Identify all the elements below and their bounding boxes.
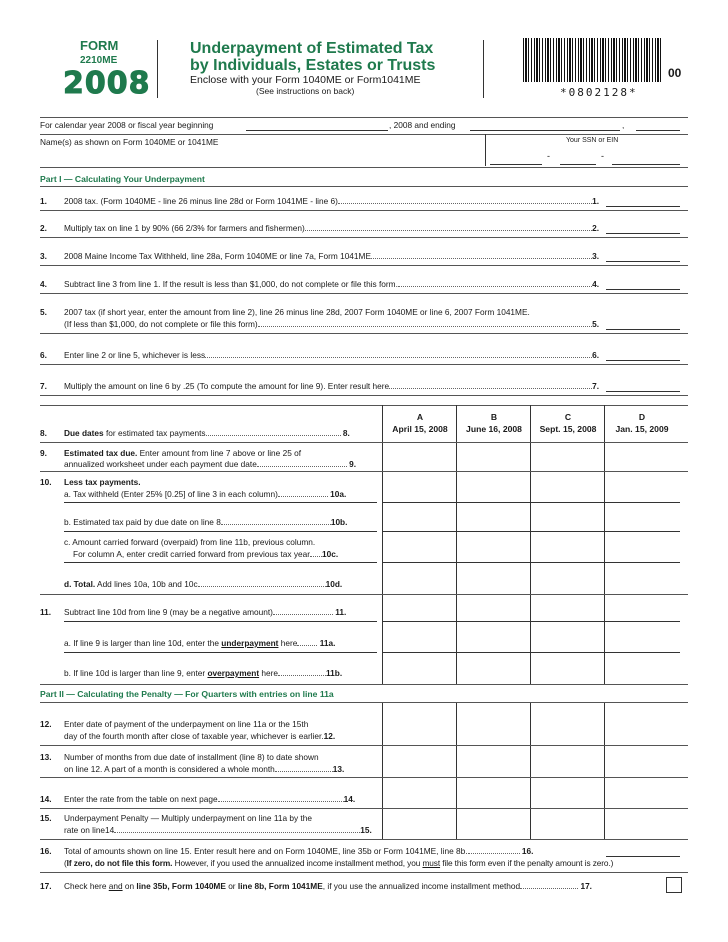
form-code: 2210ME	[80, 55, 118, 66]
column-divider	[604, 405, 605, 684]
part1-top-rule	[40, 167, 688, 168]
line-7-rule	[40, 395, 688, 396]
calendar-year-label: For calendar year 2008 or fiscal year beginning	[40, 120, 214, 130]
instructions-note: (See instructions on back)	[256, 86, 355, 96]
part1-heading-rule	[40, 186, 688, 187]
table-top-rule	[40, 405, 688, 406]
column-cell-rule	[382, 502, 680, 503]
ssn-dash1: -	[547, 151, 550, 161]
line11-rule	[64, 621, 377, 622]
column-divider	[456, 702, 457, 839]
column-cell-rule	[382, 562, 680, 563]
ssn-field-part2[interactable]	[560, 154, 596, 165]
line-2-amount-field[interactable]	[606, 223, 680, 234]
name-label: Name(s) as shown on Form 1040ME or 1041ME	[40, 137, 219, 147]
line-4-amount-field[interactable]	[606, 279, 680, 290]
column-letter-b: B	[490, 412, 498, 422]
line-1-amount-field[interactable]	[606, 196, 680, 207]
line10a-rule	[64, 502, 377, 503]
ssn-divider	[485, 134, 486, 166]
line9-rule	[40, 471, 688, 472]
and-ending-label: , 2008 and ending	[389, 120, 456, 130]
column-cell-rule	[382, 621, 680, 622]
identity-rule	[40, 134, 688, 135]
line-4-rule	[40, 293, 688, 294]
fiscal-year-begin-field[interactable]	[246, 120, 388, 131]
barcode-number: *0802128*	[560, 86, 638, 99]
form-title-line1: Underpayment of Estimated Tax	[190, 40, 434, 57]
part1-heading: Part I — Calculating Your Underpayment	[40, 174, 205, 184]
line-16-amount-field[interactable]	[606, 846, 680, 857]
line-6-rule	[40, 364, 688, 365]
fiscal-year-end-field[interactable]	[470, 120, 620, 131]
line15-rule	[40, 839, 688, 840]
column-letter-a: A	[416, 412, 424, 422]
barcode	[523, 38, 663, 82]
column-cell-rule	[382, 652, 680, 653]
column-divider	[382, 702, 383, 839]
form-year: 2008	[63, 66, 151, 101]
column-divider	[456, 405, 457, 684]
column-date-c: Sept. 15, 2008	[539, 424, 597, 434]
line11a-rule	[64, 652, 377, 653]
ssn-dash2: -	[601, 151, 604, 161]
header-divider-left	[157, 40, 158, 98]
line-3-rule	[40, 265, 688, 266]
column-cell-rule	[382, 531, 680, 532]
year-comma: ,	[622, 120, 625, 130]
line-5-rule	[40, 333, 688, 334]
form-subtitle: Enclose with your Form 1040ME or Form1041ME	[190, 74, 421, 86]
line-6-amount-field[interactable]	[606, 350, 680, 361]
form-word: FORM	[80, 38, 119, 53]
column-date-b: June 16, 2008	[466, 424, 522, 434]
ssn-field-part1[interactable]	[490, 154, 542, 165]
line-3-amount-field[interactable]	[606, 251, 680, 262]
line-2-rule	[40, 237, 688, 238]
line14-rule	[40, 808, 688, 809]
header-rule	[40, 117, 688, 118]
column-divider	[530, 702, 531, 839]
line8-rule	[40, 442, 688, 443]
column-letter-c: C	[564, 412, 572, 422]
column-divider	[382, 405, 383, 684]
line13-rule	[40, 777, 688, 778]
part2-heading: Part II — Calculating the Penalty — For Quarters with entries on line 11a	[40, 689, 334, 699]
fiscal-year-end-year-field[interactable]	[636, 120, 680, 131]
line11b-rule	[40, 684, 688, 685]
column-divider	[604, 702, 605, 839]
line-5-amount-field[interactable]	[606, 319, 680, 330]
form-title-line2: by Individuals, Estates or Trusts	[190, 57, 436, 74]
line10b-rule	[64, 531, 377, 532]
ssn-field-part3[interactable]	[612, 154, 680, 165]
line16-rule	[40, 872, 688, 873]
column-divider	[530, 405, 531, 684]
line10c-rule	[64, 562, 377, 563]
line-17-checkbox[interactable]	[666, 877, 682, 893]
line-7-amount-field[interactable]	[606, 381, 680, 392]
part2-heading-rule	[40, 702, 688, 703]
line-1-rule	[40, 210, 688, 211]
line12-rule	[40, 745, 688, 746]
barcode-suffix: 00	[668, 66, 682, 80]
column-date-a: April 15, 2008	[392, 424, 448, 434]
ssn-label: Your SSN or EIN	[566, 137, 619, 144]
column-letter-d: D	[638, 412, 646, 422]
line10d-rule	[40, 594, 688, 595]
column-date-d: Jan. 15, 2009	[615, 424, 669, 434]
header-divider-right	[483, 40, 484, 98]
